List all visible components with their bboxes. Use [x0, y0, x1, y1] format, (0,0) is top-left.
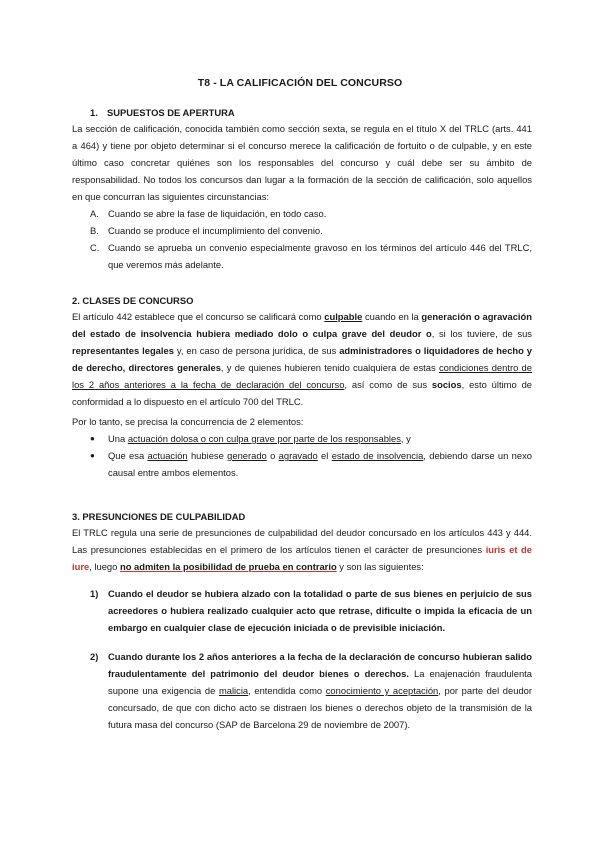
list-item [90, 648, 532, 733]
list-text: Cuando se produce el incumplimiento del convenio. [108, 225, 323, 237]
list-marker: C. [90, 242, 100, 254]
text-run: Una [108, 433, 128, 444]
culpable-term: culpable [324, 311, 363, 322]
list-item [90, 585, 532, 636]
list-text: Cuando se abre la fase de liquidación, en todo caso. [108, 208, 327, 219]
list-text: Cuando se aprueba un convenio especialmente gravoso en los términos del artículo 446 del TRLC, que veremos más adelante. [108, 242, 532, 271]
emphasis-text: socios [431, 379, 462, 391]
emphasis-text: generación o agravación del estado de insolvencia hubiera mediado dolo o culpa grave del deudor o [72, 311, 532, 340]
text-run: El artículo 442 establece que el concurso se calificará como [72, 311, 325, 322]
section-1-paragraph: La sección de calificación, conocida también como sección sexta, se regula en el título X del TRLC (arts. 441 a 464) y tiene por objeto determinar si el concurso merece la calificación de fortuito o de culpable, y en este último caso concretar quiénes son los responsables del concurso y cuál debe ser su ámbito de responsabilidad. No todos los concursos dan lugar a la formación de la sección de calificación, solo aquellos en que concurran las siguientes circunstancias: [72, 123, 532, 203]
section-1-heading [90, 104, 532, 121]
list-item [90, 239, 532, 273]
text-run: , así como de sus [344, 379, 432, 391]
section-2-heading: 2. CLASES DE CONCURSO [72, 295, 194, 306]
document-title: T8 - LA CALIFICACIÓN DEL CONCURSO [197, 77, 403, 89]
text-run: La enajenación fraudulenta supone una exigencia de [108, 668, 532, 697]
text-run: el [317, 450, 332, 462]
section-2-elements-intro: Por lo tanto, se precisa la concurrencia de 2 elementos: [72, 416, 304, 427]
emphasis-text: Cuando durante los 2 años anteriores a la fecha de la declaración de concurso hubieran salido fraudulentamente del patrimonio del deudor bienes o derechos. [108, 651, 532, 680]
section-2-paragraph [72, 308, 532, 411]
list-marker: B. [90, 225, 99, 237]
text-run: y, en caso de persona jurídica, de sus [173, 345, 340, 357]
list-item [90, 447, 532, 481]
text-run: , y [400, 433, 411, 444]
underlined-text: condiciones dentro de los 2 años anteriores a la fecha de declaración del concurso [72, 362, 532, 391]
text-run: Que esa [108, 450, 148, 462]
list-item [90, 205, 532, 222]
underlined-text: malicia [218, 685, 249, 697]
list-text [108, 430, 532, 447]
text-run: , y de quienes hubieren tenido cualquiera de estas [220, 362, 439, 374]
text-run: , entendida como [248, 685, 326, 697]
section-1-number: 1. [90, 107, 98, 118]
underlined-text: estado de insolvencia [331, 450, 424, 462]
text-run: , luego [89, 561, 120, 573]
text-run: , esto último de conformidad a lo dispuesto en el artículo 700 del TRLC. [72, 379, 533, 408]
list-item [90, 430, 532, 447]
underlined-text: actuación dolosa o con culpa grave por parte de los responsables [127, 433, 401, 444]
underlined-text: conocimiento y aceptación [325, 685, 439, 697]
underlined-text: generado [227, 450, 267, 462]
presumptions-list [90, 585, 532, 636]
text-run: y son las siguientes: [336, 561, 424, 573]
section-1-title: SUPUESTOS DE APERTURA [107, 107, 235, 118]
list-item [90, 222, 532, 239]
list-marker: A. [90, 208, 99, 219]
list-text [108, 447, 532, 481]
list-text [108, 648, 532, 733]
text-run: , debiendo darse un nexo causal entre ambos elementos. [108, 450, 532, 479]
text-run: El TRLC regula una serie de presunciones de culpabilidad del deudor concursado en los artículos 443 y 444. Las presunciones establecidas en el primero de los artículos tienen el carácter de presunciones [72, 527, 532, 556]
emphasis-text: representantes legales [72, 345, 174, 357]
emphasis-text: no admiten la posibilidad de prueba en contrario [119, 561, 337, 573]
underlined-text: actuación [147, 450, 188, 462]
section-3-heading: 3. PRESUNCIONES DE CULPABILIDAD [72, 511, 246, 522]
text-run: cuando en la [362, 311, 422, 322]
section-3-paragraph [72, 524, 532, 575]
text-run: , si los tuviere, de sus [431, 328, 532, 340]
list-marker: 1) [90, 588, 99, 599]
text-run: hubiese [187, 450, 228, 462]
underlined-text: agravado [278, 450, 318, 462]
text-run: , por parte del deudor concursado, de que con dicho acto se distraen los bienes o derechos objeto de la transmisión de la futura masa del concurso (SAP de Barcelona 29 de noviembre de 2007). [108, 685, 532, 731]
text-run: o [266, 450, 279, 462]
bullet-icon: ● [90, 434, 95, 443]
list-marker: 2) [90, 651, 99, 662]
latin-term: iuris et de iure [72, 544, 532, 573]
presumptions-list-continued [90, 648, 532, 733]
list-text: Cuando el deudor se hubiera alzado con la totalidad o parte de sus bienes en perjuicio de sus acreedores o hubiera realizado cualquier acto que retrase, dificulte o impida la eficacia de un embargo en cualquier clase de ejecución iniciada o de previsible iniciación. [108, 588, 532, 634]
bullet-icon: ● [90, 451, 95, 461]
opening-cases-list [90, 205, 532, 273]
emphasis-text: administradores o liquidadores de hecho y de derecho, directores generales [72, 345, 532, 374]
elements-list [90, 430, 532, 481]
